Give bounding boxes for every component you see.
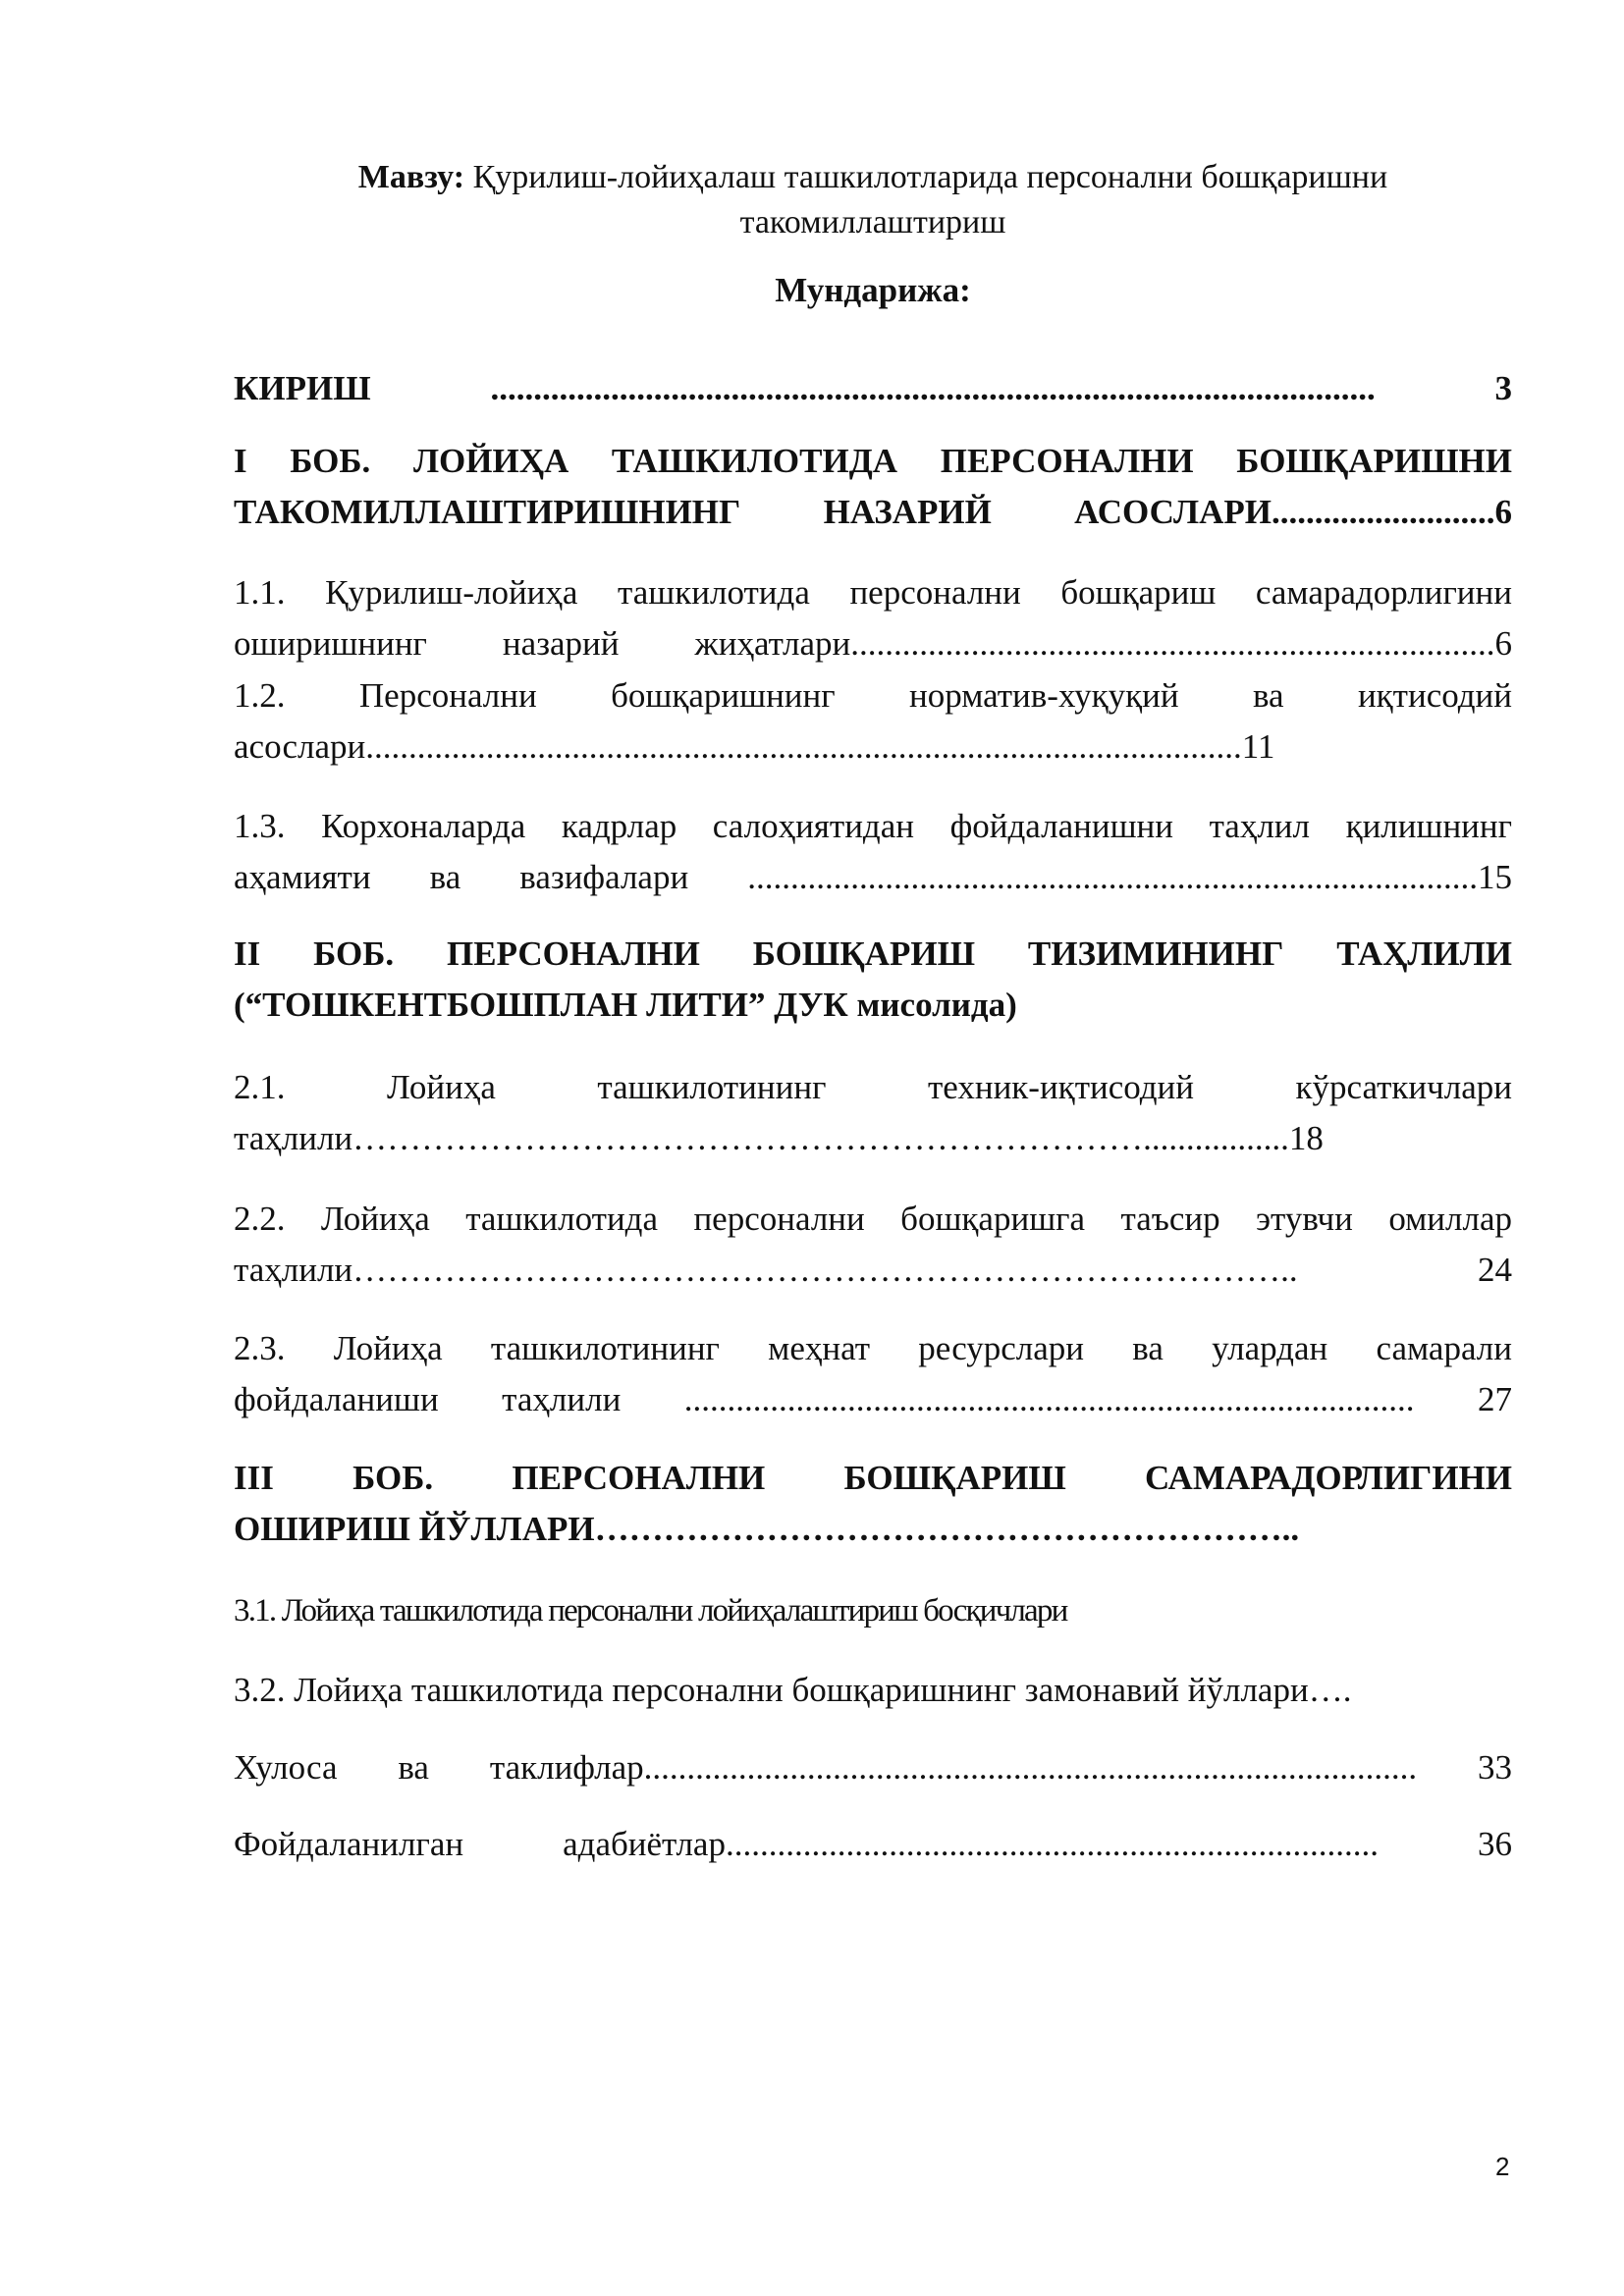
toc-entry-1-3-line2: аҳамияти ва вазифалари .....................................................................................15	[234, 858, 1512, 896]
toc-entry-3-1: 3.1. Лойиҳа ташкилотида персонални лойиҳалаштириш босқичлари	[234, 1593, 1067, 1629]
toc-entry-2-3-line1: 2.3. Лойиҳа ташкилотининг меҳнат ресурслари ва улардан самарали	[234, 1329, 1512, 1367]
toc-entry-chapter3-line1: III БОБ. ПЕРСОНАЛНИ БОШҚАРИШ САМАРАДОРЛИГИНИ	[234, 1459, 1512, 1497]
topic-label: Мавзу:	[357, 159, 465, 195]
toc-entry-chapter2-line1: II БОБ. ПЕРСОНАЛНИ БОШҚАРИШ ТИЗИМИНИНГ ТАҲЛИЛИ	[234, 934, 1512, 973]
toc-entry-2-2-line1: 2.2. Лойиҳа ташкилотида персонални бошқаришга таъсир этувчи омиллар	[234, 1200, 1512, 1238]
toc-entry-2-1-line2: таҳлили…………………………………………………………….................18	[234, 1119, 1324, 1157]
toc-entry-chapter1-line2: ТАКОМИЛЛАШТИРИШНИНГ НАЗАРИЙ АСОСЛАРИ..........................6	[234, 493, 1512, 531]
toc-entry-2-3-line2: фойдаланиши таҳлили ..................................................................................... 27	[234, 1380, 1512, 1418]
toc-entry-1-1-line2: оширишнинг назарий жиҳатлари...........................................................................6	[234, 624, 1512, 663]
toc-entry-1-2-line2: асослари......................................................................................................11	[234, 727, 1275, 766]
toc-entry-1-1-line1: 1.1. Қурилиш-лойиҳа ташкилотида персонални бошқариш самарадорлигини	[234, 573, 1512, 612]
toc-entry-chapter2-line2: (“ТОШКЕНТБОШПЛАН ЛИТИ” ДУК мисолида)	[234, 986, 1017, 1024]
toc-entry-conclusion: Хулоса ва таклифлар.......................................................................................... 33	[234, 1748, 1512, 1787]
topic-text: Қурилиш-лойиҳалаш ташкилотларида персонални бошқаришни такомиллаштириш	[464, 159, 1388, 240]
toc-title: Мундарижа:	[775, 271, 971, 309]
toc-entry-intro: КИРИШ ....................................................................................................... 3	[234, 369, 1512, 407]
toc-entry-2-2-line2: таҳлили……………………………………………………………………….. 24	[234, 1251, 1512, 1289]
toc-entry-3-2: 3.2. Лойиҳа ташкилотида персонални бошқаришнинг замонавий йўллари….	[234, 1671, 1352, 1709]
document-topic	[234, 155, 1512, 245]
toc-entry-2-1-line1: 2.1. Лойиҳа ташкилотининг техник-иқтисодий кўрсаткичлари	[234, 1068, 1512, 1106]
toc-entry-chapter3-line2: ОШИРИШ ЙЎЛЛАРИ……………………………………………………..	[234, 1510, 1300, 1548]
toc-entry-1-2-line1: 1.2. Персонални бошқаришнинг норматив-хуқуқий ва иқтисодий	[234, 676, 1512, 715]
page-number: 2	[1495, 2152, 1510, 2181]
toc-entry-chapter1-line1: I БОБ. ЛОЙИҲА ТАШКИЛОТИДА ПЕРСОНАЛНИ БОШҚАРИШНИ	[234, 442, 1512, 480]
toc-entry-references: Фойдаланилган адабиётлар............................................................................ 36	[234, 1825, 1512, 1863]
toc-entry-1-3-line1: 1.3. Корхоналарда кадрлар салоҳиятидан фойдаланишни таҳлил қилишнинг	[234, 807, 1512, 845]
